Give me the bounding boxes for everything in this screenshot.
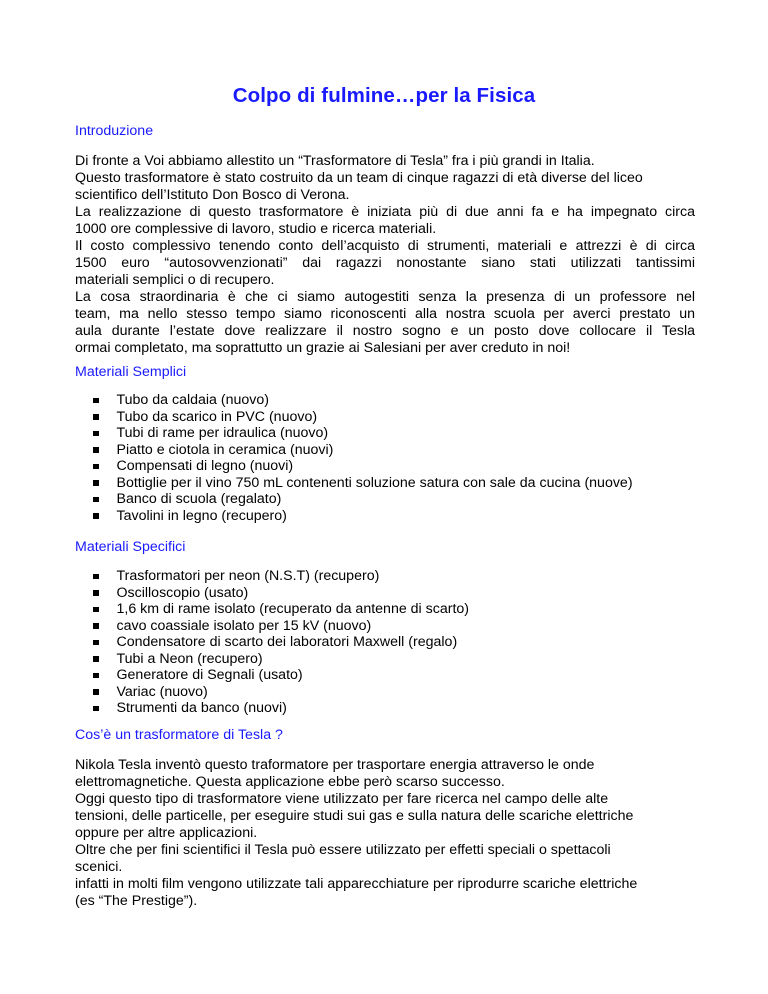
- list-item-text: Trasformatori per neon (N.S.T) (recupero): [116, 568, 380, 584]
- list-item-text: Condensatore di scarto dei laboratori Maxwell (regalo): [116, 634, 458, 650]
- bullet-icon: [93, 398, 99, 404]
- list-item: [93, 409, 633, 426]
- tesla-line: (es “The Prestige”).: [75, 893, 198, 909]
- list-item-text: Tavolini in legno (recupero): [116, 507, 287, 524]
- bullet-icon: [93, 623, 99, 629]
- tesla-line: Oltre che per fini scientifici il Tesla può essere utilizzato per effetti speciali o spettacoli: [75, 842, 611, 858]
- bullet-icon: [93, 607, 99, 613]
- list-item: [93, 392, 633, 409]
- materiali-specifici-list: [93, 568, 469, 717]
- bullet-icon: [93, 656, 99, 662]
- bullet-icon: [93, 590, 99, 596]
- list-item-text: Tubi di rame per idraulica (nuovo): [116, 425, 329, 441]
- list-item-text: Generatore di Segnali (usato): [116, 667, 303, 683]
- list-item: [93, 475, 633, 492]
- bullet-icon: [93, 574, 99, 580]
- list-item-text: Tubo da caldaia (nuovo): [116, 392, 269, 408]
- intro-line: 1500 euro “autosovvenzionati” dai ragazzi nonostante siano stati utilizzati tantissimi: [75, 255, 695, 271]
- list-item-text: Banco di scuola (regalato): [116, 491, 282, 507]
- bullet-icon: [93, 513, 99, 519]
- document-title: Colpo di fulmine…per la Fisica: [232, 84, 536, 107]
- bullet-icon: [93, 640, 99, 646]
- intro-line: ormai completato, ma soprattutto un grazie ai Salesiani per aver creduto in noi!: [75, 340, 571, 356]
- list-item: [93, 568, 469, 585]
- list-item: [93, 700, 469, 717]
- list-item: [93, 508, 633, 525]
- tesla-line: oppure per altre applicazioni.: [75, 825, 258, 841]
- bullet-icon: [93, 431, 99, 437]
- intro-line: Il costo complessivo tenendo conto dell’acquisto di strumenti, materiali e attrezzi è di circa: [75, 238, 695, 254]
- list-item: [93, 458, 633, 475]
- intro-line: Questo trasformatore è stato costruito da un team di cinque ragazzi di età diverse del liceo: [75, 170, 643, 186]
- list-item-text: Bottiglie per il vino 750 mL contenenti soluzione satura con sale da cucina (nuove): [116, 474, 633, 491]
- tesla-line: elettromagnetiche. Questa applicazione ebbe però scarso successo.: [75, 774, 505, 790]
- bullet-icon: [93, 673, 99, 679]
- bullet-icon: [93, 706, 99, 712]
- tesla-line: Oggi questo tipo di trasformatore viene utilizzato per fare ricerca nel campo delle alte: [75, 791, 609, 807]
- list-item-text: 1,6 km di rame isolato (recuperato da antenne di scarto): [116, 601, 470, 617]
- list-item: [93, 618, 469, 635]
- list-item-text: Piatto e ciotola in ceramica (nuovi): [116, 441, 334, 458]
- bullet-icon: [93, 464, 99, 470]
- list-item: [93, 425, 633, 442]
- list-item-text: cavo coassiale isolato per 15 kV (nuovo): [116, 617, 372, 634]
- bullet-icon: [93, 414, 99, 420]
- intro-paragraph: [75, 153, 695, 357]
- tesla-line: infatti in molti film vengono utilizzate tali apparecchiature per riprodurre scariche elettriche: [75, 876, 638, 892]
- intro-line: La cosa straordinaria è che ci siamo autogestiti senza la presenza di un professore nel: [75, 289, 695, 305]
- heading-materiali-specifici: Materiali Specifici: [75, 539, 186, 555]
- list-item: [93, 491, 633, 508]
- heading-materiali-semplici: Materiali Semplici: [75, 364, 187, 380]
- list-item: [93, 601, 469, 618]
- bullet-icon: [93, 447, 99, 453]
- list-item: [93, 634, 469, 651]
- list-item-text: Tubi a Neon (recupero): [116, 650, 263, 667]
- list-item: [93, 442, 633, 459]
- tesla-line: Nikola Tesla inventò questo traformatore per trasportare energia attraverso le onde: [75, 757, 595, 773]
- intro-line: 1000 ore complessive di lavoro, studio e ricerca materiali.: [75, 221, 437, 237]
- list-item-text: Variac (nuovo): [116, 683, 208, 700]
- bullet-icon: [93, 480, 99, 486]
- tesla-paragraph: [75, 757, 695, 910]
- list-item-text: Compensati di legno (nuovi): [116, 458, 294, 474]
- list-item: [93, 651, 469, 668]
- intro-line: scientifico dell’Istituto Don Bosco di Verona.: [75, 187, 350, 203]
- intro-line: Di fronte a Voi abbiamo allestito un “Trasformatore di Tesla” fra i più grandi in Italia.: [75, 153, 595, 169]
- intro-line: team, ma nello stesso tempo siamo riconoscenti alla nostra scuola per averci prestato un: [75, 306, 695, 322]
- intro-line: La realizzazione di questo trasformatore è iniziata più di due anni fa e ha impegnato circa: [75, 204, 695, 220]
- list-item-text: Tubo da scarico in PVC (nuovo): [116, 408, 318, 425]
- list-item: [93, 585, 469, 602]
- list-item-text: Oscilloscopio (usato): [116, 584, 249, 601]
- materiali-semplici-list: [93, 392, 633, 524]
- tesla-line: scenici.: [75, 859, 123, 875]
- intro-line: materiali semplici o di recupero.: [75, 272, 275, 288]
- list-item-text: Strumenti da banco (nuovi): [116, 700, 287, 716]
- intro-line: aula durante l’estate dove realizzare il nostro sogno e un posto dove collocare il Tesla: [75, 323, 695, 339]
- bullet-icon: [93, 689, 99, 695]
- tesla-line: tensioni, delle particelle, per eseguire studi sui gas e sulla natura delle scariche elettriche: [75, 808, 634, 824]
- list-item: [93, 667, 469, 684]
- heading-cos-e-trasformatore: Cos’è un trasformatore di Tesla ?: [75, 727, 283, 743]
- heading-introduzione: Introduzione: [75, 123, 154, 139]
- bullet-icon: [93, 497, 99, 503]
- list-item: [93, 684, 469, 701]
